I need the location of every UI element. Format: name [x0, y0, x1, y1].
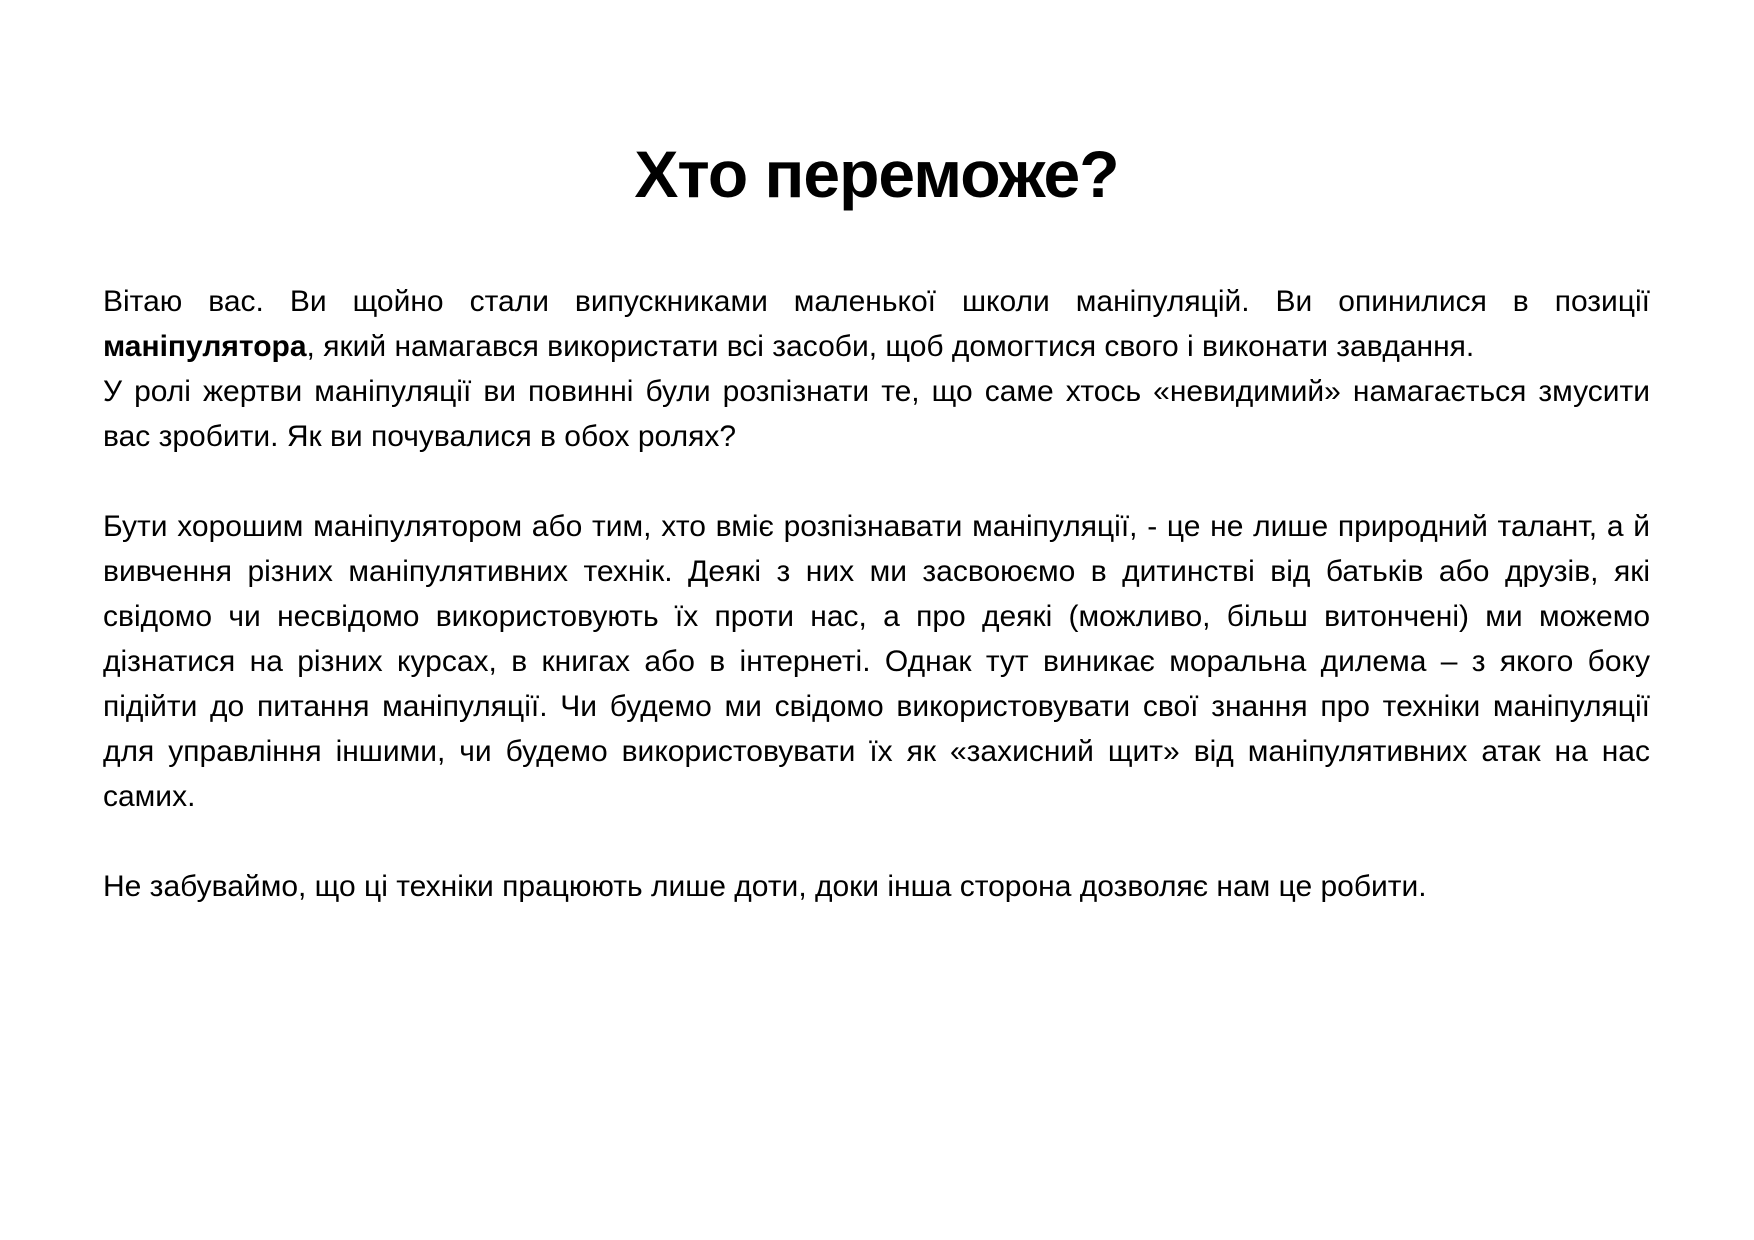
text-run: Вітаю вас. Ви щойно стали випускниками маленької школи маніпуляцій. Ви опинилися в позиції — [103, 284, 1650, 318]
document-title: Хто переможе? — [634, 137, 1119, 211]
text-run: У ролі жертви маніпуляції ви повинні були розпізнати те, що саме хтось «невидимий» намагається змусити вас зробити. Як ви почувалися в обох ролях? — [103, 374, 1650, 453]
text-run: Бути хорошим маніпулятором або тим, хто вміє розпізнавати маніпуляції, - це не лише природний талант, а й вивчення різних маніпулятивних технік. Деякі з них ми засвоюємо в дитинстві від батьків або друзів, які свідомо чи несвідомо використовують їх проти нас, а про деякі (можливо, більш витончені) ми можемо дізнатися на різних курсах, в книгах або в інтернеті. Однак тут виникає моральна дилема – з якого боку підійти до питання маніпуляції. Чи будемо ми свідомо використовувати свої знання про техніки маніпуляції для управління іншими, чи будемо використовувати їх як «захисний щит» від маніпулятивних атак на нас самих. — [103, 509, 1650, 813]
text-run: , який намагався використати всі засоби, щоб домогтися свого і виконати завдання. — [306, 329, 1475, 363]
text-run-bold: маніпулятора — [103, 329, 307, 363]
text-run: Не забуваймо, що ці техніки працюють лише доти, доки інша сторона дозволяє нам це робити. — [103, 869, 1427, 903]
paragraph — [103, 369, 1650, 459]
paragraph — [103, 864, 1650, 909]
paragraph — [103, 279, 1650, 369]
document-body — [103, 279, 1650, 909]
paragraph — [103, 504, 1650, 819]
